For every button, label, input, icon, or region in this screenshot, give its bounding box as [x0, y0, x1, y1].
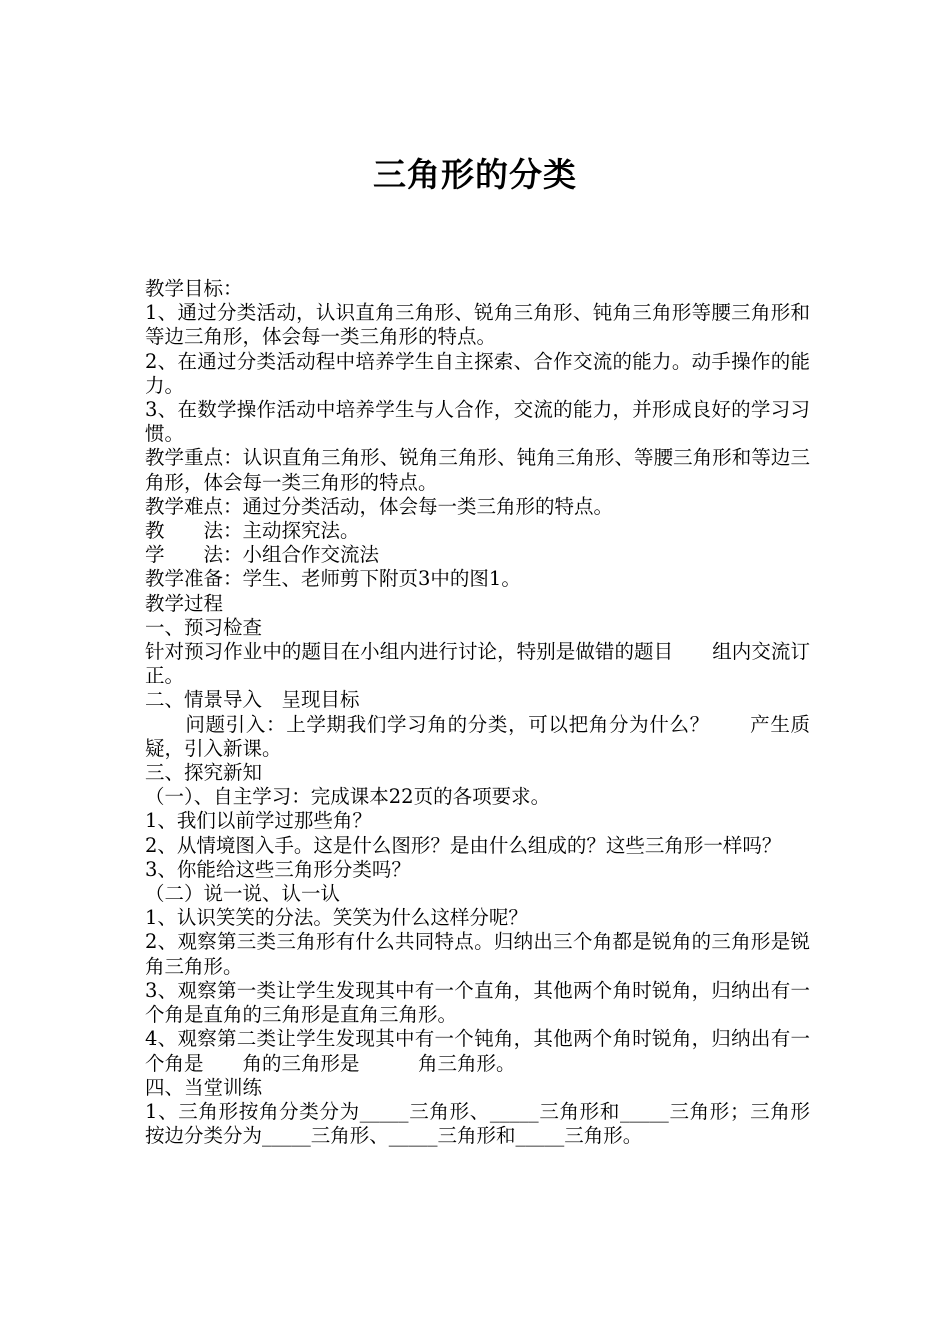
- section-heading-objectives: 教学目标：: [145, 277, 243, 300]
- document-body: [145, 277, 810, 1148]
- step-heading-practice: 四、当堂训练: [145, 1075, 263, 1099]
- explore-subheading-self-study: （一）、自主学习：完成课本22页的各项要求。: [145, 785, 551, 809]
- discuss-item-2: 2、观察第三类三角形有什么共同特点。归纳出三个角都是锐角的三角形是锐角三角形。: [145, 930, 810, 978]
- explore-item-1: 1、我们以前学过那些角？: [145, 809, 372, 833]
- teaching-key-point: 教学重点：认识直角三角形、锐角三角形、钝角三角形、等腰三角形和等边三角形，体会每一类三角形的特点。: [145, 446, 810, 494]
- explore-subheading-discuss: （二）说一说、认一认: [145, 882, 341, 906]
- teaching-preparation: 教学准备：学生、老师剪下附页3中的图1。: [145, 567, 521, 591]
- discuss-item-1: 1、认识笑笑的分法。笑笑为什么这样分呢？: [145, 906, 528, 930]
- explore-item-3: 3、你能给这些三角形分类吗？: [145, 857, 411, 881]
- step-heading-explore: 三、探究新知: [145, 761, 263, 785]
- learning-method: 学 法：小组合作交流法: [145, 543, 380, 567]
- document-title: 三角形的分类: [373, 155, 577, 194]
- objective-2: 2、在通过分类活动程中培养学生自主探索、合作交流的能力。动手操作的能力。: [145, 349, 810, 397]
- scenario-text: 问题引入：上学期我们学习角的分类，可以把角分为什么？ 产生质疑，引入新课。: [145, 712, 810, 760]
- section-heading-process: 教学过程: [145, 591, 224, 615]
- objective-1: 1、通过分类活动，认识直角三角形、锐角三角形、钝角三角形等腰三角形和等边三角形，体会每一类三角形的特点。: [145, 301, 810, 349]
- discuss-item-4: 4、观察第二类让学生发现其中有一个钝角，其他两个角时锐角，归纳出有一个角是 角的三角形是 角三角形。: [145, 1027, 810, 1075]
- step-heading-preview-check: 一、预习检查: [145, 615, 263, 639]
- teaching-difficulty: 教学难点：通过分类活动，体会每一类三角形的特点。: [145, 494, 614, 518]
- teaching-method: 教 法：主动探究法。: [145, 519, 360, 543]
- discuss-item-3: 3、观察第一类让学生发现其中有一个直角，其他两个角时锐角，归纳出有一个角是直角的三角形是直角三角形。: [145, 978, 810, 1027]
- explore-item-2: 2、从情境图入手。这是什么图形？是由什么组成的？这些三角形一样吗？: [145, 833, 782, 857]
- step-heading-scenario: 二、情景导入 呈现目标: [145, 688, 360, 712]
- objective-3: 3、在数学操作活动中培养学生与人合作，交流的能力，并形成良好的学习习惯。: [145, 398, 810, 446]
- preview-check-text: 针对预习作业中的题目在小组内进行讨论，特别是做错的题目 组内交流订正。: [145, 640, 810, 688]
- practice-item-1: 1、三角形按角分类分为_____三角形、_____三角形和_____三角形；三角形按边分类分为_____三角形、_____三角形和_____三角形。: [145, 1099, 810, 1148]
